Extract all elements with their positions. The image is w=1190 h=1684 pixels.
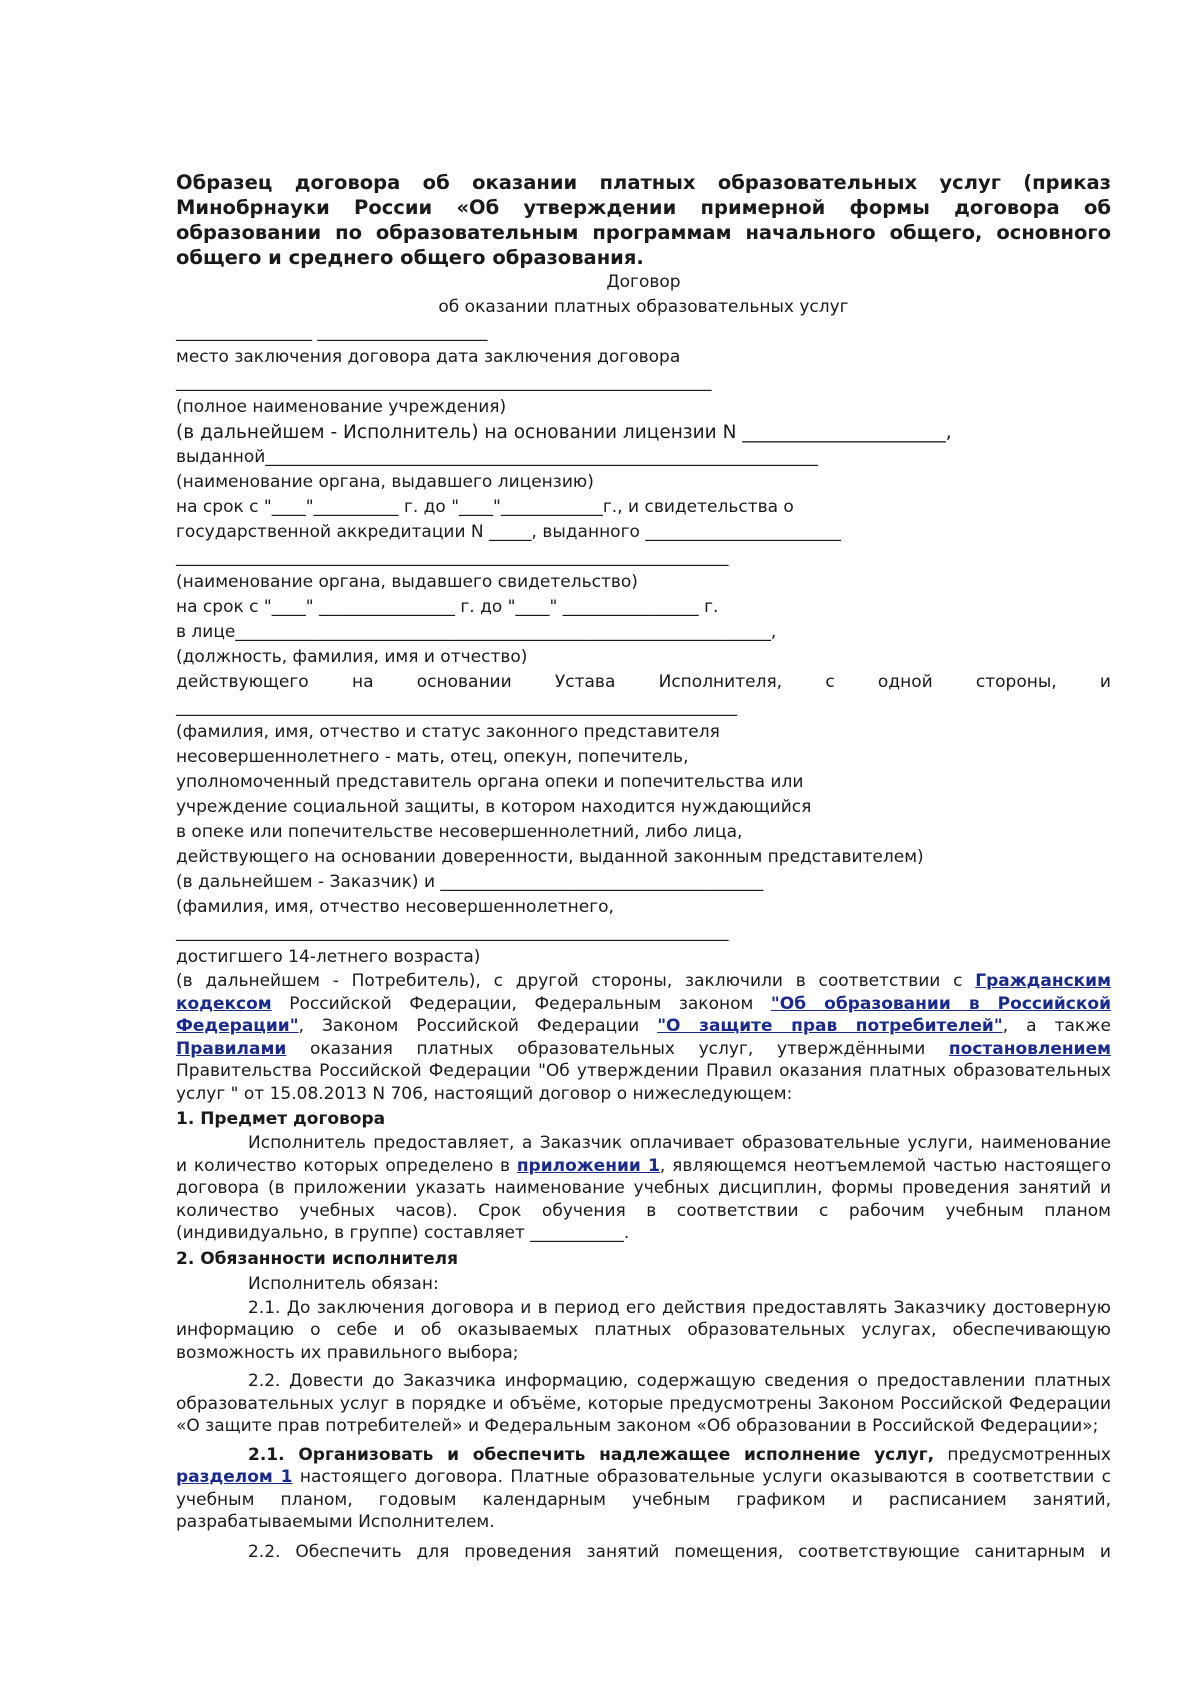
preamble-text-1: (в дальнейшем - Потребитель), с другой стороны, заключили в соответствии с (176, 971, 976, 991)
preamble-text-5: оказания платных образовательных услуг, утверждёнными (286, 1038, 949, 1059)
preamble-text-4: , а также (1002, 1016, 1111, 1036)
acting-line: действующего на основании Устава Исполнителя, с одной стороны, и (176, 672, 1111, 692)
link-section-1[interactable]: разделом 1 (176, 1467, 293, 1487)
cert-term: на срок с "____" ________________ г. до "____" ________________ г. (176, 597, 719, 617)
preamble-paragraph (176, 970, 1111, 1105)
preamble-text-2: Российской Федерации, Федеральным законом (271, 993, 771, 1014)
section-2-paragraph-2: 2.2. Довести до Заказчика информацию, содержащую сведения о предоставлении платных образовательных услуг в порядке и объёме, которые предусмотрены Законом Российской Федерации «О защите прав потребителей» и Федеральным законом «Об образовании в Российской Федерации»; (176, 1371, 1111, 1436)
license-body-caption: (наименование органа, выдавшего лицензию) (176, 472, 594, 492)
blank-minor: _________________________________________________________________ (176, 922, 729, 942)
institution-caption: (полное наименование учреждения) (176, 397, 507, 417)
section-2-p3-text-1: предусмотренных (934, 1444, 1111, 1465)
section-2-intro: Исполнитель обязан: (248, 1273, 439, 1294)
link-civil-code[interactable]: Гражданским кодексом (176, 971, 1111, 1014)
section-2-paragraph-3 (176, 1444, 1111, 1534)
person-caption: (должность, фамилия, имя и отчество) (176, 647, 528, 667)
contract-heading: Договор (606, 272, 681, 292)
rep-caption-5: в опеке или попечительстве несовершеннолетний, либо лица, (176, 822, 743, 842)
blank-representative: __________________________________________________________________ (176, 697, 737, 717)
document-title: Образец договора об оказании платных образовательных услуг (приказ Минобрнауки России «Об утверждении примерной формы договора об образовании по образовательным программам начального общего, основного общего и среднего общего образования. (176, 171, 1111, 269)
section-1-text-1: Исполнитель предоставляет, а Заказчик оплачивает образовательные услуги, наименование и количество которых определено в (176, 1133, 1111, 1176)
customer-line: (в дальнейшем - Заказчик) и ______________________________________ (176, 872, 764, 892)
link-rules[interactable]: Правилами (176, 1038, 287, 1059)
section-2-p3-bold: 2.1. Организовать и обеспечить надлежащее исполнение услуг, (248, 1444, 935, 1465)
section-2-p3-text-2: настоящего договора. Платные образовательные услуги оказываются в соответствии с учебным планом, годовым календарным учебным графиком и расписанием занятий, разрабатываемыми Исполнителем. (176, 1467, 1111, 1532)
section-1-paragraph (176, 1132, 1111, 1245)
rep-caption-3: уполномоченный представитель органа опеки и попечительства или (176, 772, 804, 792)
person-line: в лице_______________________________________________________________, (176, 622, 777, 642)
accreditation-line: государственной аккредитации N _____, выданного _______________________ (176, 522, 841, 542)
link-appendix-1[interactable]: приложении 1 (516, 1155, 660, 1176)
section-2-paragraph-4: 2.2. Обеспечить для проведения занятий помещения, соответствующие санитарным и (248, 1541, 1111, 1562)
section-2-heading: 2. Обязанности исполнителя (176, 1248, 458, 1269)
place-date-caption: место заключения договора дата заключения договора (176, 347, 681, 367)
rep-caption-6: действующего на основании доверенности, выданной законным представителем) (176, 847, 924, 867)
rep-caption-2: несовершеннолетнего - мать, отец, опекун, попечитель, (176, 747, 689, 767)
rep-caption-1: (фамилия, имя, отчество и статус законного представителя (176, 722, 720, 742)
rep-caption-4: учреждение социальной защиты, в котором находится нуждающийся (176, 797, 812, 817)
blank-place-date: ________________ ____________________ (176, 322, 488, 342)
link-education-law[interactable]: "Об образовании в Российской Федерации" (176, 993, 1111, 1036)
preamble-text-3: , Законом Российской Федерации (298, 1016, 658, 1036)
document-content (176, 170, 1111, 1565)
cert-body-caption: (наименование органа, выдавшего свидетельство) (176, 572, 638, 592)
age-caption: достигшего 14-летнего возраста) (176, 947, 481, 967)
license-term: на срок с "____"__________ г. до "____"____________г., и свидетельства о (176, 497, 794, 517)
minor-caption: (фамилия, имя, отчество несовершеннолетнего, (176, 897, 614, 917)
license-line: (в дальнейшем - Исполнитель) на основании лицензии N ______________________, (176, 422, 952, 443)
link-resolution[interactable]: постановлением (948, 1038, 1111, 1059)
contract-subheading: об оказании платных образовательных услуг (438, 297, 849, 317)
link-consumer-law[interactable]: "О защите прав потребителей" (657, 1016, 1003, 1036)
preamble-text-6: Правительства Российской Федерации "Об утверждении Правил оказания платных образовательных услуг " от 15.08.2013 N 706, настоящий договор о нижеследующем: (176, 1061, 1111, 1104)
section-1-text-2: , являющемся неотъемлемой частью настоящего договора (в приложении указать наименование учебных дисциплин, формы проведения занятий и количество учебных часов). Срок обучения в соответствии с рабочим учебным планом (индивидуально, в группе) составляет ___________. (176, 1155, 1111, 1243)
section-2-paragraph-1: 2.1. До заключения договора и в период его действия предоставлять Заказчику достоверную информацию о себе и об оказываемых платных образовательных услугах, обеспечивающую возможность их правильного выбора; (176, 1297, 1111, 1363)
blank-cert-body: _________________________________________________________________ (176, 547, 729, 567)
section-1-heading: 1. Предмет договора (176, 1109, 386, 1129)
issued-line: выданной_________________________________________________________________ (176, 447, 818, 467)
blank-institution: _______________________________________________________________ (176, 372, 712, 392)
